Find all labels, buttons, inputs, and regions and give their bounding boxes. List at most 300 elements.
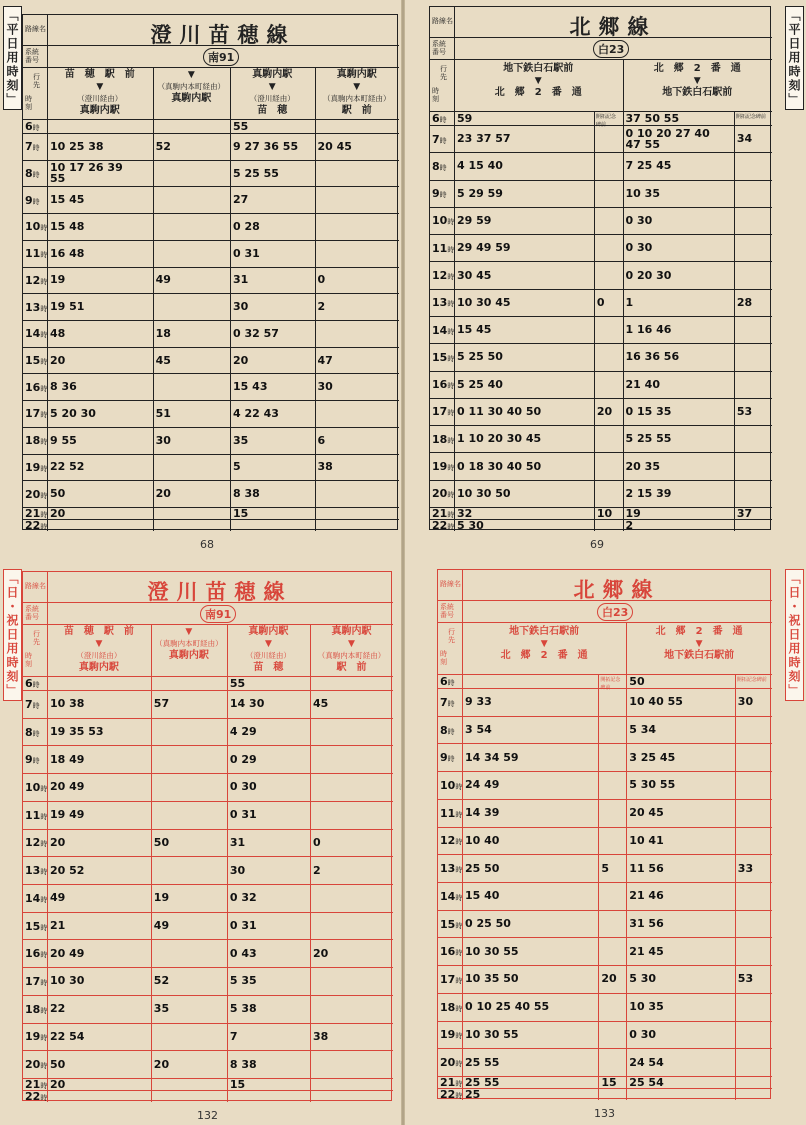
- timetable-row: [23, 829, 391, 857]
- departure-minutes: 10 30 55: [465, 944, 519, 958]
- down-arrow-icon: ▼: [268, 82, 276, 92]
- hour-label: [440, 751, 455, 764]
- departure-minutes: 20: [233, 353, 249, 367]
- down-arrow-icon: ▼: [348, 639, 355, 649]
- departure-minutes: 50: [153, 835, 170, 849]
- hour-suffix: 時: [40, 784, 48, 793]
- timetable-row: [23, 1090, 391, 1102]
- departure-minutes: 0 18 30 40 50: [457, 459, 542, 473]
- hour-suffix: 時: [455, 921, 463, 930]
- timetable-row: [23, 480, 397, 507]
- hour-suffix: 時: [32, 681, 40, 689]
- hour-suffix: 時: [32, 701, 40, 710]
- timetable-row: [23, 939, 391, 967]
- timetable-row: [438, 1076, 770, 1088]
- schedule-type-tab: 「日・祝日用時刻」: [785, 569, 804, 701]
- row-divider: [430, 289, 772, 290]
- direction-origin: 北 郷 2 番 通: [655, 626, 743, 637]
- departure-minutes: 9 33: [465, 695, 492, 709]
- row-divider: [23, 267, 399, 268]
- timetable-row: [430, 152, 770, 179]
- hour-suffix: 時: [439, 136, 447, 145]
- departure-minutes: 20 45: [317, 139, 352, 153]
- timetable-row: [430, 261, 770, 288]
- departure-minutes: 29 59: [457, 213, 492, 227]
- timetable-row: [23, 912, 391, 940]
- hour-minute-label: 時刻: [432, 87, 439, 103]
- departure-minutes: 15 45: [50, 193, 85, 207]
- row-divider: [23, 718, 393, 719]
- route-number-badge: 南91: [200, 605, 236, 623]
- down-arrow-icon: ▼: [96, 82, 104, 92]
- hour-value: 21: [432, 507, 448, 520]
- direction-header: [310, 626, 393, 674]
- timetable-row: [438, 1048, 770, 1076]
- route-title: 澄川苗穂線: [147, 580, 293, 604]
- down-arrow-icon: ▼: [693, 76, 701, 86]
- timetable-row: [430, 234, 770, 261]
- hour-suffix: 時: [455, 1080, 463, 1088]
- hour-suffix: 時: [40, 491, 48, 500]
- hour-label: [432, 487, 454, 500]
- row-divider: [23, 186, 399, 187]
- hour-label: [25, 167, 40, 180]
- hour-value: 13: [25, 864, 41, 878]
- departure-minutes: 37 50 55: [625, 111, 680, 125]
- timetable-row: [23, 995, 391, 1023]
- hour-value: 21: [25, 1078, 41, 1091]
- departure-minutes: 0 31: [229, 808, 257, 822]
- row-divider: [438, 771, 772, 772]
- row-divider: [438, 674, 772, 675]
- hour-value: 8: [432, 159, 440, 173]
- hour-suffix: 時: [40, 523, 48, 531]
- hour-suffix: 時: [447, 511, 455, 519]
- kaitakuki-column-header: 開拓記念碑前: [735, 114, 766, 120]
- row-divider: [23, 480, 399, 481]
- departure-minutes: 20 52: [50, 863, 85, 877]
- page-number: 68: [200, 538, 214, 551]
- departure-minutes: 20 49: [50, 780, 85, 794]
- departure-minutes: 20: [50, 353, 66, 367]
- departure-minutes: 10 38: [50, 697, 85, 711]
- departure-minutes: 1: [625, 295, 634, 309]
- timetable-row: [430, 289, 770, 316]
- page-number: 133: [594, 1107, 615, 1120]
- direction-via: （澄川経由）: [249, 94, 295, 103]
- departure-minutes: 24 54: [629, 1055, 664, 1069]
- departure-minutes: 5 30: [629, 972, 657, 986]
- row-divider: [23, 967, 393, 968]
- departure-minutes: 0 15 35: [625, 404, 672, 418]
- route-name-label: 路線名: [440, 580, 461, 588]
- hour-suffix: 時: [455, 1060, 463, 1069]
- route-number-badge: 白23: [597, 603, 633, 621]
- timetable-row: [438, 743, 770, 771]
- hour-suffix: 時: [40, 1006, 48, 1015]
- row-divider: [23, 507, 399, 508]
- row-divider: [23, 427, 399, 428]
- departure-minutes: 15: [233, 507, 249, 520]
- down-arrow-icon: ▼: [695, 639, 703, 649]
- direction-origin: 真駒内駅: [252, 69, 293, 80]
- row-divider: [23, 773, 393, 774]
- departure-minutes: 8 38: [233, 487, 260, 501]
- timetable-row: [438, 1021, 770, 1049]
- timetable-row: [23, 347, 397, 374]
- hour-label: [25, 753, 40, 766]
- hour-label: [25, 247, 47, 260]
- timetable-row: [438, 1088, 770, 1100]
- hour-minute-label: 時刻: [25, 652, 32, 668]
- departure-minutes: 1 10 20 30 45: [457, 432, 542, 446]
- departure-minutes: 5 25 40: [457, 377, 503, 391]
- departure-minutes: 0 11 30 40 50: [457, 404, 542, 418]
- timetable-row: [438, 965, 770, 993]
- direction-via: （澄川経由）: [77, 94, 123, 103]
- row-divider: [23, 995, 393, 996]
- departure-minutes: 33: [737, 861, 754, 875]
- timetable-row: [23, 119, 397, 133]
- hour-value: 9: [432, 187, 440, 201]
- departure-minutes: 10: [596, 507, 613, 520]
- row-divider: [23, 856, 393, 857]
- timetable-row: [430, 519, 770, 531]
- timetable-row: [430, 371, 770, 398]
- timetable-row: [23, 454, 397, 481]
- hour-value: 19: [25, 460, 41, 474]
- hour-value: 17: [25, 974, 41, 988]
- departure-minutes: 10 30 45: [457, 295, 511, 309]
- departure-minutes: 0 32 57: [233, 326, 279, 340]
- departure-minutes: 48: [50, 326, 66, 340]
- hour-suffix: 時: [32, 171, 40, 180]
- row-divider: [430, 398, 772, 399]
- hour-value: 22: [432, 519, 448, 532]
- hour-value: 6: [25, 677, 33, 690]
- hour-label: [25, 519, 47, 532]
- departure-minutes: 53: [737, 972, 754, 986]
- hour-value: 11: [25, 808, 41, 822]
- timetable-row: [430, 207, 770, 234]
- hour-label: [432, 160, 447, 173]
- departure-minutes: 9 55: [50, 433, 77, 447]
- hour-value: 10: [25, 780, 41, 794]
- departure-minutes: 38: [317, 460, 333, 474]
- route-title: 澄川苗穂線: [150, 23, 296, 47]
- hour-suffix: 時: [447, 409, 455, 418]
- hour-value: 18: [25, 1002, 41, 1016]
- departure-minutes: 0 25 50: [465, 917, 511, 931]
- hour-label: [25, 1003, 47, 1016]
- hour-label: [432, 460, 454, 473]
- departure-minutes: 52: [153, 974, 170, 988]
- departure-minutes: 5 30 55: [629, 778, 676, 792]
- row-divider: [430, 234, 772, 235]
- hour-suffix: 時: [447, 464, 455, 473]
- departure-minutes: 20: [50, 835, 66, 849]
- hour-suffix: 時: [40, 951, 48, 960]
- departure-minutes: 0 20 30: [625, 268, 672, 282]
- departure-minutes: 0 30: [625, 213, 653, 227]
- direction-header: [315, 69, 399, 117]
- down-arrow-icon: ▼: [264, 639, 272, 649]
- direction-header: [47, 626, 151, 674]
- hour-value: 15: [25, 919, 41, 933]
- departure-minutes: 0 31: [229, 919, 257, 933]
- hour-value: 11: [440, 806, 456, 820]
- row-divider: [430, 480, 772, 481]
- route-title: 北郷線: [569, 15, 657, 39]
- hour-value: 9: [25, 193, 33, 207]
- direction-destination: 真駒内駅: [78, 662, 119, 673]
- departure-minutes: 5 25 55: [625, 432, 672, 446]
- row-divider: [23, 1023, 393, 1024]
- hour-label: [25, 220, 47, 233]
- destination-label: 行先: [440, 65, 447, 81]
- direction-origin: 真駒内駅: [248, 626, 289, 637]
- timetable-row: [23, 519, 397, 531]
- departure-minutes: 16 48: [50, 246, 85, 260]
- departure-minutes: 55: [233, 119, 249, 133]
- hour-suffix: 時: [455, 949, 463, 958]
- hour-value: 14: [25, 891, 41, 905]
- header-divider: [430, 59, 772, 60]
- row-divider: [430, 111, 772, 112]
- timetable-row: [23, 373, 397, 400]
- timetable-row: [23, 1050, 391, 1078]
- hour-value: 14: [25, 327, 41, 341]
- hour-value: 16: [25, 380, 41, 394]
- departure-minutes: 0 30: [629, 1027, 657, 1041]
- hour-label: [25, 781, 47, 794]
- hour-value: 19: [432, 460, 448, 474]
- hour-label: [432, 405, 454, 418]
- direction-destination: 真駒内駅: [171, 93, 212, 104]
- row-divider: [438, 716, 772, 717]
- hour-label: [432, 214, 454, 227]
- departure-minutes: 53: [736, 404, 753, 418]
- hour-suffix: 時: [447, 436, 455, 445]
- departure-minutes: 10 35 50: [465, 972, 519, 986]
- row-divider: [23, 829, 393, 830]
- timetable-table: [22, 571, 392, 1101]
- hour-value: 12: [440, 834, 456, 848]
- departure-minutes: 24 49: [465, 778, 500, 792]
- departure-minutes: 19: [153, 891, 170, 905]
- hour-value: 22: [440, 1088, 456, 1101]
- direction-origin: 苗 穂 駅 前: [64, 69, 135, 80]
- hour-label: [25, 381, 47, 394]
- hour-suffix: 時: [447, 382, 455, 391]
- departure-minutes: 47: [317, 353, 333, 367]
- departure-minutes: 22 52: [50, 460, 85, 474]
- departure-minutes: 0 30: [625, 241, 653, 255]
- direction-destination: 北 郷 2 番 通: [500, 650, 588, 661]
- departure-minutes: 49: [155, 273, 171, 287]
- timetable-row: [438, 716, 770, 744]
- timetable-row: [23, 856, 391, 884]
- timetable-row: [430, 343, 770, 370]
- hour-label: [25, 836, 47, 849]
- departure-minutes: 10 30 55: [465, 1027, 519, 1041]
- hour-value: 7: [432, 132, 440, 146]
- departure-minutes: 0 10 25 40 55: [465, 1000, 550, 1014]
- timetable-row: [23, 213, 397, 240]
- hour-label: [25, 975, 47, 988]
- hour-suffix: 時: [439, 116, 447, 124]
- row-divider: [430, 316, 772, 317]
- departure-minutes: 0 29: [229, 752, 257, 766]
- timetable-row: [438, 827, 770, 855]
- timetable-row: [23, 1023, 391, 1051]
- row-divider: [438, 882, 772, 883]
- hour-label: [440, 890, 462, 903]
- hour-suffix: 時: [40, 1062, 48, 1071]
- direction-via: （澄川経由）: [245, 651, 291, 660]
- hour-label: [25, 864, 47, 877]
- hour-label: [25, 947, 47, 960]
- system-number-label: 系統番号: [440, 603, 454, 619]
- departure-minutes: 20: [601, 972, 617, 986]
- departure-minutes: 10 41: [629, 833, 664, 847]
- timetable-row: [438, 688, 770, 716]
- row-divider: [23, 373, 399, 374]
- departure-minutes: 19: [625, 507, 641, 520]
- hour-suffix: 時: [447, 354, 455, 363]
- hour-value: 10: [432, 214, 448, 228]
- departure-minutes: 21 46: [629, 889, 664, 903]
- hour-suffix: 時: [40, 358, 48, 367]
- hour-suffix: 時: [40, 438, 48, 447]
- row-divider: [23, 519, 399, 520]
- hour-suffix: 時: [455, 1032, 463, 1041]
- departure-minutes: 5: [601, 861, 610, 875]
- hour-label: [440, 1001, 462, 1014]
- hour-value: 12: [25, 836, 41, 850]
- hour-value: 19: [440, 1028, 456, 1042]
- hour-label: [25, 301, 47, 314]
- departure-minutes: 28: [736, 295, 753, 309]
- row-divider: [438, 854, 772, 855]
- row-divider: [23, 939, 393, 940]
- hour-label: [432, 112, 447, 125]
- departure-minutes: 57: [153, 697, 170, 711]
- hour-label: [25, 920, 47, 933]
- hour-value: 20: [25, 487, 41, 501]
- hour-value: 18: [25, 434, 41, 448]
- timetable-table: [22, 14, 398, 530]
- departure-minutes: 30: [737, 695, 754, 709]
- hour-label: [440, 1056, 462, 1069]
- hour-suffix: 時: [439, 191, 447, 200]
- departure-minutes: 5: [233, 460, 241, 474]
- departure-minutes: 50: [50, 1057, 66, 1071]
- hour-label: [25, 892, 47, 905]
- schedule-type-tab: 「日・祝日用時刻」: [3, 569, 22, 701]
- departure-minutes: 22: [50, 1002, 66, 1016]
- hour-value: 22: [25, 519, 41, 532]
- row-divider: [23, 676, 393, 677]
- timetable-row: [23, 320, 397, 347]
- departure-minutes: 14 34 59: [465, 750, 519, 764]
- hour-label: [25, 809, 47, 822]
- hour-value: 15: [440, 917, 456, 931]
- hour-value: 20: [25, 1058, 41, 1072]
- hour-suffix: 時: [447, 679, 455, 687]
- direction-destination: 真駒内駅: [79, 105, 120, 116]
- hour-suffix: 時: [40, 277, 48, 286]
- row-divider: [23, 133, 399, 134]
- timetable-row: [430, 425, 770, 452]
- departure-minutes: 19: [50, 273, 66, 287]
- row-divider: [438, 799, 772, 800]
- hour-label: [440, 1028, 462, 1041]
- departure-minutes: 35: [153, 1002, 170, 1016]
- header-divider: [23, 624, 393, 625]
- departure-minutes: 8 38: [229, 1057, 257, 1071]
- down-arrow-icon: ▼: [187, 70, 195, 80]
- direction-header: [626, 626, 772, 662]
- hour-label: [25, 274, 47, 287]
- timetable-row: [23, 676, 391, 690]
- timetable-row: [23, 267, 397, 294]
- destination-label: 行先: [33, 630, 40, 646]
- route-name-label: 路線名: [25, 25, 46, 33]
- hour-suffix: 時: [447, 699, 455, 708]
- down-arrow-icon: ▼: [534, 76, 542, 86]
- row-divider: [23, 1090, 393, 1091]
- hour-suffix: 時: [40, 1034, 48, 1043]
- departure-minutes: 2: [625, 519, 634, 532]
- hour-suffix: 時: [32, 729, 40, 738]
- hour-suffix: 時: [40, 224, 48, 233]
- hour-label: [25, 1030, 47, 1043]
- hour-value: 21: [25, 507, 41, 520]
- hour-label: [25, 1090, 47, 1103]
- system-number-label: 系統番号: [25, 605, 39, 621]
- direction-header: [462, 626, 626, 662]
- departure-minutes: 10 40: [465, 833, 500, 847]
- hour-label: [440, 779, 462, 792]
- departure-minutes: 5 25 55: [233, 166, 279, 180]
- departure-minutes: 7 25 45: [625, 159, 672, 173]
- route-name-label: 路線名: [432, 17, 453, 25]
- departure-minutes: 20: [50, 507, 66, 520]
- departure-minutes: 4 22 43: [233, 406, 279, 420]
- departure-minutes: 20: [596, 404, 613, 418]
- hour-value: 14: [432, 323, 448, 337]
- departure-minutes: 5 35: [229, 974, 257, 988]
- hour-suffix: 時: [40, 331, 48, 340]
- row-divider: [23, 119, 399, 120]
- hour-value: 10: [440, 778, 456, 792]
- hour-suffix: 時: [447, 491, 455, 500]
- hour-value: 18: [440, 1000, 456, 1014]
- schedule-type-tab: 「平日用時刻」: [3, 6, 22, 110]
- departure-minutes: 25: [465, 1088, 481, 1101]
- row-divider: [430, 343, 772, 344]
- hour-value: 21: [440, 1076, 456, 1089]
- direction-origin: 地下鉄白石駅前: [509, 626, 580, 637]
- down-arrow-icon: ▼: [540, 639, 548, 649]
- timetable-row: [23, 967, 391, 995]
- departure-minutes: 10 30 50: [457, 486, 511, 500]
- kaitakuki-column-header: 開拓記念碑前: [600, 677, 621, 691]
- departure-minutes: 34: [736, 132, 753, 146]
- direction-via: （真駒内本町経由）: [317, 651, 386, 660]
- departure-minutes: 0: [312, 835, 321, 849]
